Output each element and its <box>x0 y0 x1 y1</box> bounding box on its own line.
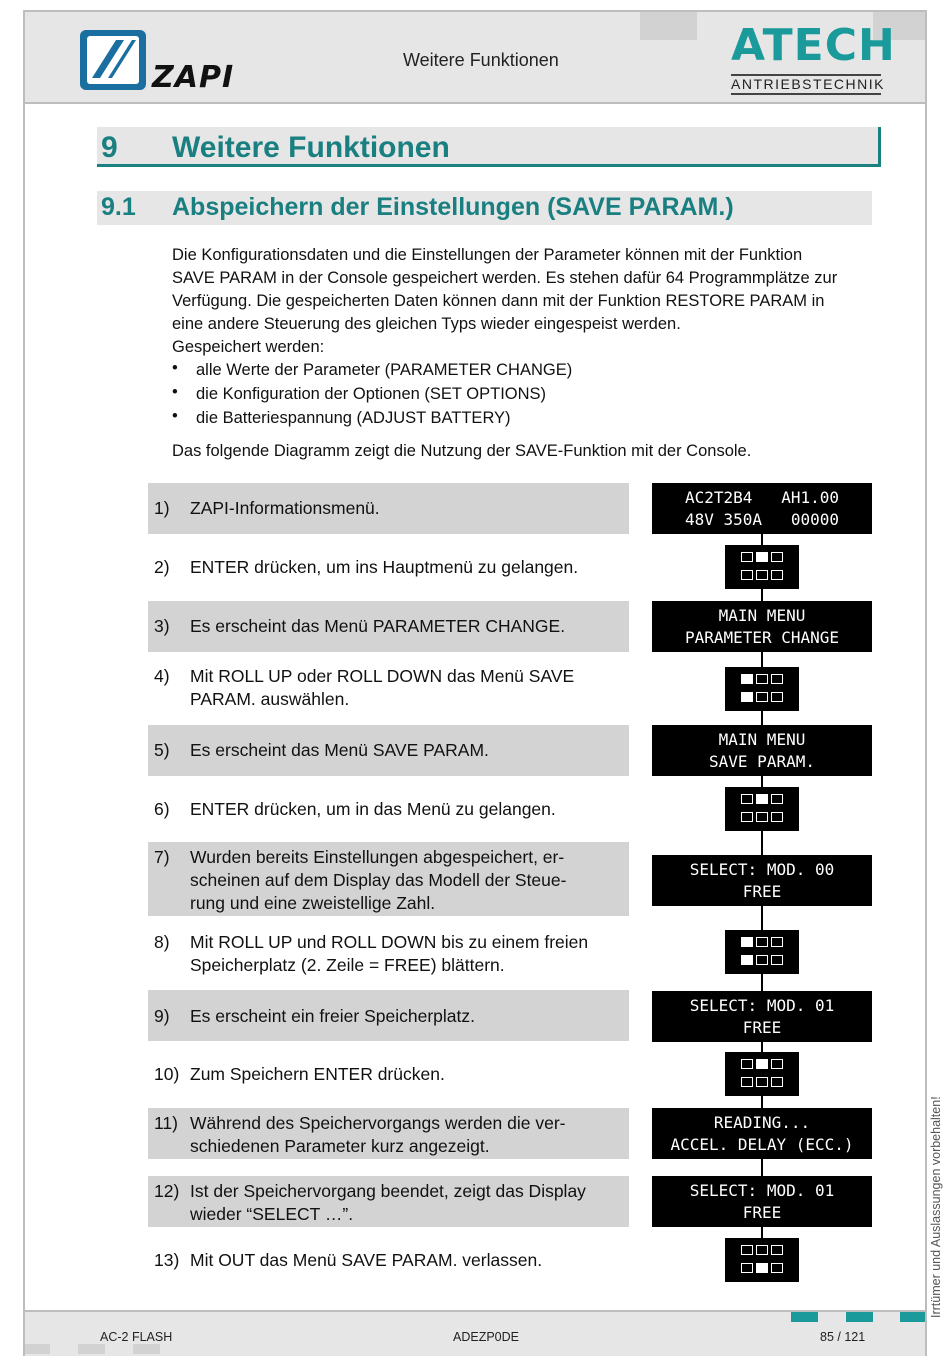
key-icon <box>771 570 783 580</box>
intro-line: eine andere Steuerung des gleichen Typs wieder eingespeist werden. <box>172 315 681 333</box>
step-text: Es erscheint das Menü SAVE PARAM. <box>190 740 489 760</box>
key-icon <box>741 1263 753 1273</box>
section-number: 9 <box>101 131 118 164</box>
key-icon <box>771 937 783 947</box>
key-icon <box>741 812 753 822</box>
step-text: ZAPI-Informationsmenü. <box>190 498 380 518</box>
header-decor-block <box>640 12 697 40</box>
keypad-roll-icon <box>725 930 799 974</box>
step-text: rung und eine zweistellige Zahl. <box>190 893 436 913</box>
header-title: Weitere Funktionen <box>403 50 559 70</box>
bullet-marker: • <box>172 407 178 425</box>
step-number: 11) <box>154 1113 178 1133</box>
display-line-2: 48V 350A 00000 <box>684 510 840 529</box>
display-line-1: READING... <box>713 1113 811 1132</box>
key-pressed-icon <box>756 1059 768 1069</box>
key-icon <box>771 692 783 702</box>
subsection-heading <box>97 191 872 225</box>
key-icon <box>771 1077 783 1087</box>
key-icon <box>771 1263 783 1273</box>
key-icon <box>741 570 753 580</box>
display-line-2: ACCEL. DELAY (ECC.) <box>670 1135 854 1154</box>
intro-line: SAVE PARAM in der Console gespeichert werden. Es stehen dafür 64 Programmplätze zur <box>172 269 838 287</box>
step-number: 10) <box>154 1064 180 1084</box>
atech-logo: ATECH <box>731 20 896 71</box>
keypad-roll-icon <box>725 667 799 711</box>
display-line-2: SAVE PARAM. <box>709 752 815 771</box>
zapi-logo <box>78 28 148 92</box>
display-line-1: SELECT: MOD. 01 <box>689 996 835 1015</box>
intro-line: Verfügung. Die gespeicherten Daten können dann mit der Funktion RESTORE PARAM in <box>172 292 825 310</box>
display-line-1: SELECT: MOD. 00 <box>689 860 835 879</box>
step-number: 9) <box>154 1006 170 1026</box>
key-icon <box>741 552 753 562</box>
step-number: 2) <box>154 557 170 577</box>
key-icon <box>756 570 768 580</box>
display-line-1: MAIN MENU <box>718 606 806 625</box>
step-number: 7) <box>154 847 170 867</box>
key-icon <box>771 1245 783 1255</box>
step-text: Ist der Speichervorgang beendet, zeigt das Display <box>190 1181 586 1201</box>
display-line-2: FREE <box>742 1018 782 1037</box>
console-display <box>652 991 872 1042</box>
step-text: ENTER drücken, um ins Hauptmenü zu gelangen. <box>190 557 579 577</box>
footer-accent-block <box>791 1312 818 1322</box>
display-line-2: FREE <box>742 1203 782 1222</box>
key-icon <box>756 955 768 965</box>
keypad-enter-icon <box>725 545 799 589</box>
step-number: 5) <box>154 740 170 760</box>
display-line-2: PARAMETER CHANGE <box>684 628 840 647</box>
display-line-1: MAIN MENU <box>718 730 806 749</box>
key-icon <box>756 1245 768 1255</box>
key-pressed-icon <box>741 674 753 684</box>
bullet-marker: • <box>172 359 178 377</box>
console-display <box>652 1176 872 1227</box>
step-text: Es erscheint ein freier Speicherplatz. <box>190 1006 475 1026</box>
step-text: Mit ROLL UP oder ROLL DOWN das Menü SAVE <box>190 666 575 686</box>
step-text: ENTER drücken, um in das Menü zu gelangen. <box>190 799 556 819</box>
step-text: schiedenen Parameter kurz angezeigt. <box>190 1136 490 1156</box>
console-display <box>652 1108 872 1159</box>
footer-decor-block <box>133 1344 160 1354</box>
section-heading <box>97 127 881 167</box>
step-number: 6) <box>154 799 170 819</box>
keypad-out-icon <box>725 1238 799 1282</box>
step-text: wieder “SELECT …”. <box>190 1204 354 1224</box>
display-line-1: SELECT: MOD. 01 <box>689 1181 835 1200</box>
key-icon <box>771 552 783 562</box>
step-text: Wurden bereits Einstellungen abgespeichert, er- <box>190 847 565 867</box>
console-display <box>652 483 872 534</box>
footer-accent-block <box>900 1312 925 1322</box>
section-title: Weitere Funktionen <box>172 131 450 164</box>
keypad-enter-icon <box>725 787 799 831</box>
console-display <box>652 855 872 906</box>
footer-decor-block <box>78 1344 105 1354</box>
step-text: scheinen auf dem Display das Modell der Steue- <box>190 870 567 890</box>
key-pressed-icon <box>741 955 753 965</box>
display-line-2: FREE <box>742 882 782 901</box>
footer-page-number: 85 / 121 <box>820 1330 866 1344</box>
diagram-intro: Das folgende Diagramm zeigt die Nutzung der SAVE-Funktion mit der Console. <box>172 442 752 460</box>
step-text: Mit ROLL UP und ROLL DOWN bis zu einem freien <box>190 932 589 952</box>
key-icon <box>771 955 783 965</box>
step-text: Während des Speichervorgangs werden die ver- <box>190 1113 566 1133</box>
subsection-number: 9.1 <box>101 193 136 221</box>
subsection-title: Abspeichern der Einstellungen (SAVE PARAM.) <box>172 193 734 221</box>
step-number: 12) <box>154 1181 180 1201</box>
disclaimer-note: Irrtümer und Auslassungen vorbehalten! <box>929 1096 943 1318</box>
console-display <box>652 601 872 652</box>
step-number: 13) <box>154 1250 180 1270</box>
step-number: 4) <box>154 666 170 686</box>
bullet-item: die Konfiguration der Optionen (SET OPTIONS) <box>196 385 547 403</box>
bullet-marker: • <box>172 383 178 401</box>
key-icon <box>756 1077 768 1087</box>
key-icon <box>741 1245 753 1255</box>
step-number: 3) <box>154 616 170 636</box>
step-text: Mit OUT das Menü SAVE PARAM. verlassen. <box>190 1250 543 1270</box>
key-icon <box>741 794 753 804</box>
step-number: 1) <box>154 498 170 518</box>
key-icon <box>771 794 783 804</box>
step-text: Speicherplatz (2. Zeile = FREE) blättern. <box>190 955 505 975</box>
intro-line: Die Konfigurationsdaten und die Einstellungen der Parameter können mit der Funktion <box>172 246 803 264</box>
key-icon <box>771 1059 783 1069</box>
footer-doc-code: ADEZP0DE <box>453 1330 519 1344</box>
key-icon <box>771 674 783 684</box>
key-icon <box>756 812 768 822</box>
key-icon <box>741 1059 753 1069</box>
key-pressed-icon <box>756 552 768 562</box>
key-icon <box>756 692 768 702</box>
key-icon <box>741 1077 753 1087</box>
key-pressed-icon <box>741 937 753 947</box>
key-pressed-icon <box>756 1263 768 1273</box>
bullet-item: die Batteriespannung (ADJUST BATTERY) <box>196 409 511 427</box>
key-pressed-icon <box>741 692 753 702</box>
key-pressed-icon <box>756 794 768 804</box>
key-icon <box>756 674 768 684</box>
keypad-enter-icon <box>725 1052 799 1096</box>
key-icon <box>771 812 783 822</box>
footer-decor-block <box>25 1344 50 1354</box>
step-text: Es erscheint das Menü PARAMETER CHANGE. <box>190 616 566 636</box>
step-text: PARAM. auswählen. <box>190 689 350 709</box>
key-icon <box>756 937 768 947</box>
bullet-item: alle Werte der Parameter (PARAMETER CHANGE) <box>196 361 573 379</box>
intro-line: Gespeichert werden: <box>172 338 325 356</box>
console-display <box>652 725 872 776</box>
atech-logo-subtitle: ANTRIEBSTECHNIK <box>731 74 881 95</box>
footer-accent-block <box>846 1312 873 1322</box>
display-line-1: AC2T2B4 AH1.00 <box>684 488 840 507</box>
zapi-logo-wordmark: ZAPI <box>152 60 235 95</box>
step-number: 8) <box>154 932 170 952</box>
step-text: Zum Speichern ENTER drücken. <box>190 1064 445 1084</box>
footer-product: AC-2 FLASH <box>100 1330 173 1344</box>
